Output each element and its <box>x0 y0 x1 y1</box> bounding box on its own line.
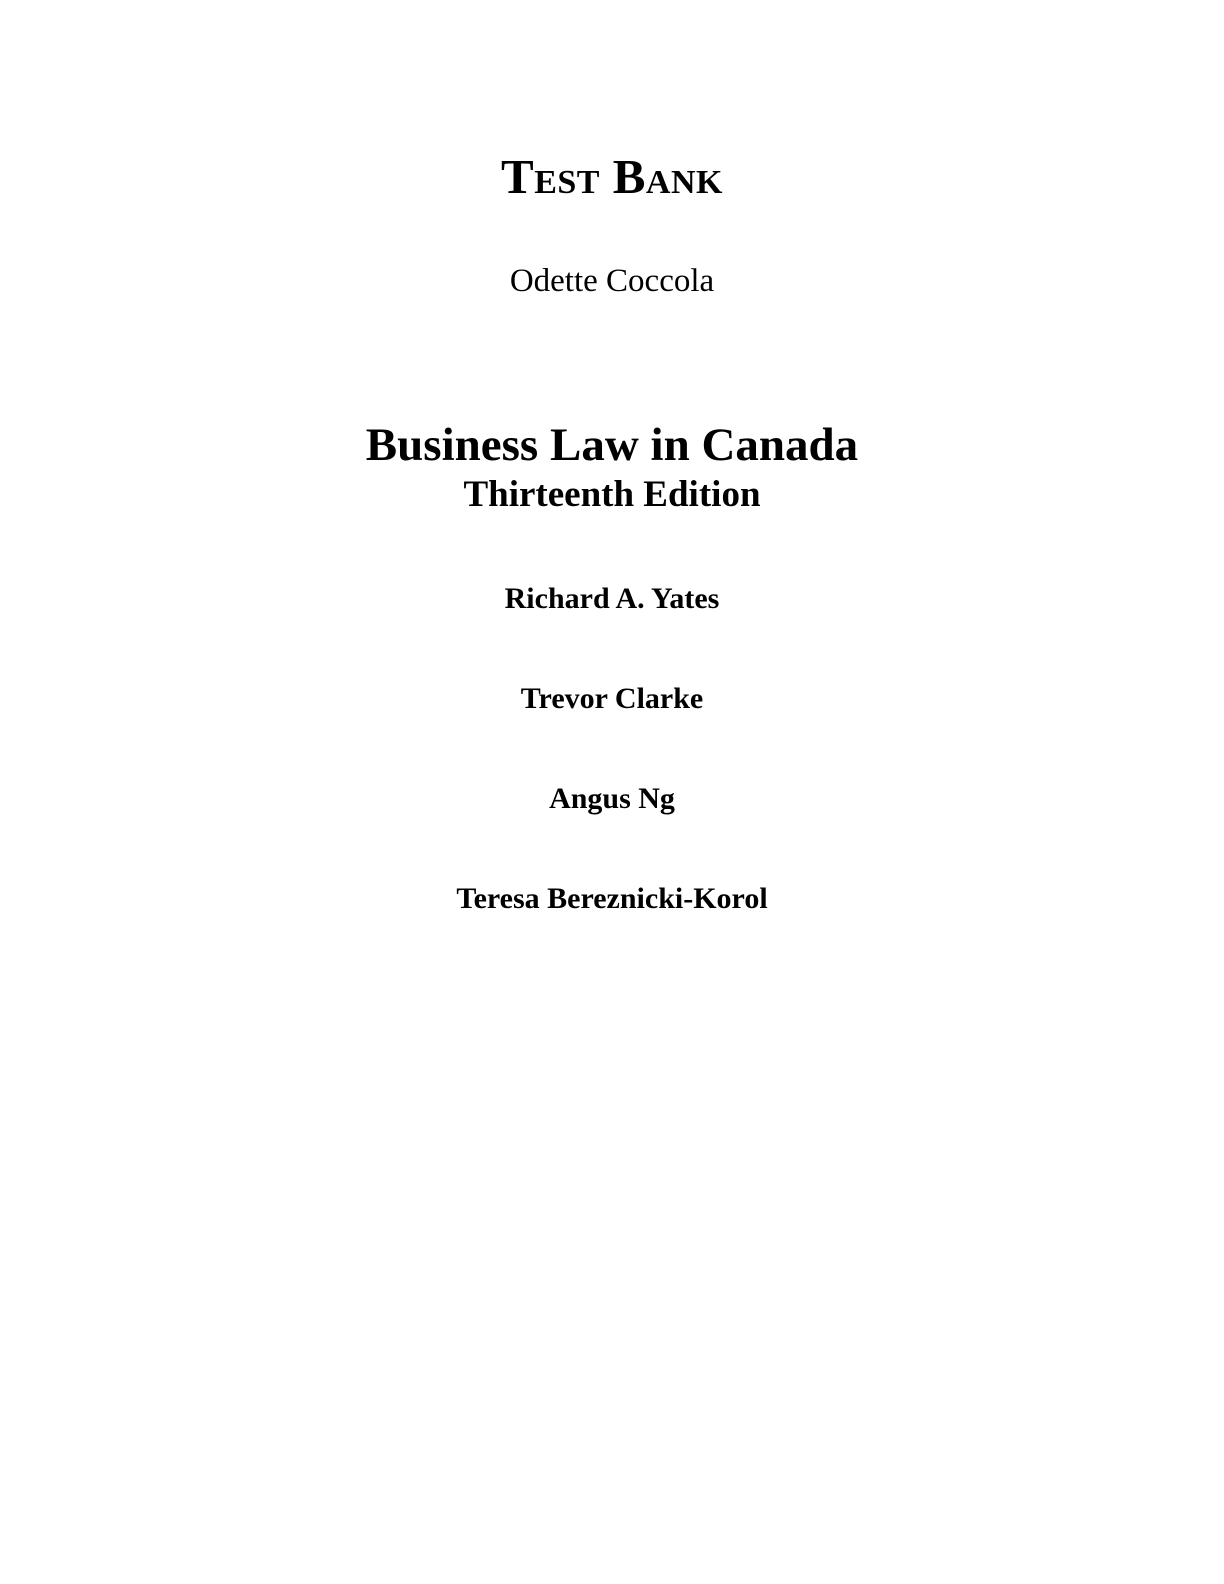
author-name: Angus Ng <box>549 782 675 815</box>
author-name: Trevor Clarke <box>520 682 704 715</box>
edition-label: Thirteenth Edition <box>463 474 761 515</box>
author-name: Teresa Bereznicki-Korol <box>456 882 768 915</box>
author-name: Richard A. Yates <box>504 582 720 615</box>
book-title: Business Law in Canada <box>365 419 859 471</box>
prepared-by-name: Odette Coccola <box>509 263 715 299</box>
document-heading: Test Bank <box>501 149 723 204</box>
